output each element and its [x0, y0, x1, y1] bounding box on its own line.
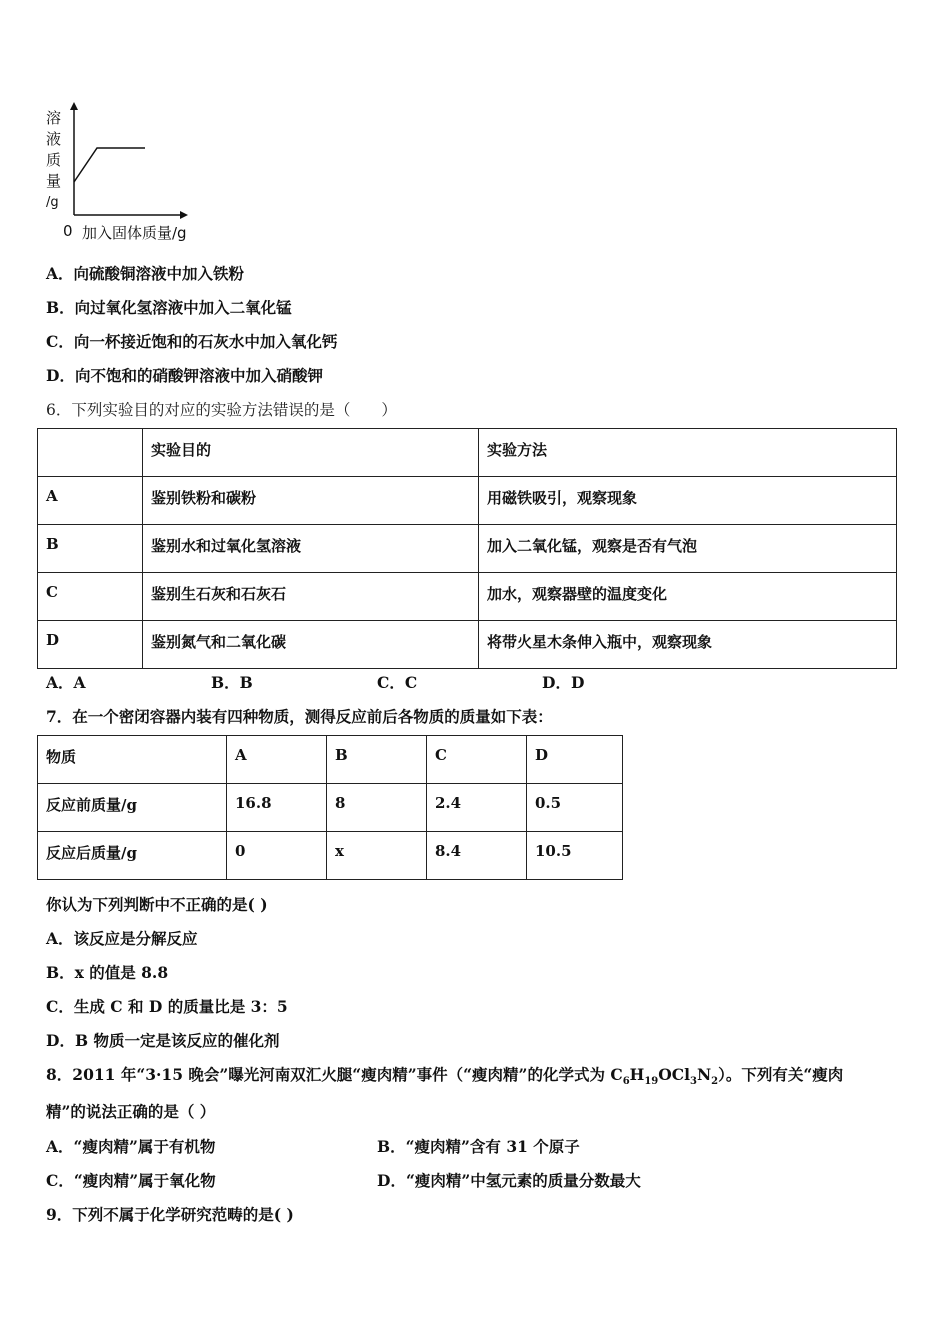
- table-row: [38, 573, 897, 621]
- formula-element: OCl: [658, 1065, 690, 1084]
- formula-element: N: [696, 1065, 712, 1084]
- table-cell: 用磁铁吸引，观察现象: [479, 477, 897, 525]
- y-label-char: /g: [46, 195, 59, 210]
- q8-stem-line2: 精”的说法正确的是（ ）: [46, 1102, 216, 1121]
- table-cell: x: [327, 832, 427, 880]
- graph-curve: [74, 148, 145, 182]
- formula-subscript: 6: [622, 1076, 630, 1088]
- option-letter: D．: [46, 366, 75, 385]
- table-cell: A: [38, 477, 143, 525]
- q7-stem: 7．在一个密闭容器内装有四种物质，测得反应前后各物质的质量如下表：: [46, 707, 553, 726]
- graph-origin: 0: [63, 222, 73, 240]
- table-cell: 10.5: [527, 832, 623, 880]
- table-cell: 物质: [38, 736, 227, 784]
- graph-x-label: 加入固体质量/g: [82, 224, 187, 242]
- q7-question: 你认为下列判断中不正确的是( ): [46, 895, 268, 914]
- table-cell: 将带火星木条伸入瓶中，观察现象: [479, 621, 897, 669]
- table-cell: B: [327, 736, 427, 784]
- q6-option-c[interactable]: C．C: [377, 673, 418, 692]
- q6-table: [37, 428, 897, 669]
- q8-stem-line1: [46, 1063, 843, 1087]
- y-label-char: 量: [46, 172, 62, 190]
- q6-option-a[interactable]: A．A: [46, 673, 86, 692]
- graph: [40, 100, 240, 250]
- table-header-row: [38, 736, 623, 784]
- q8-option-c[interactable]: C．“瘦肉精”属于氧化物: [46, 1171, 216, 1190]
- option-text: 向一杯接近饱和的石灰水中加入氧化钙: [73, 332, 338, 351]
- table-cell: 加入二氧化锰，观察是否有气泡: [479, 525, 897, 573]
- q5-option-b[interactable]: [46, 296, 292, 318]
- option-text: 向过氧化氢溶液中加入二氧化锰: [74, 298, 292, 317]
- table-cell: 反应前质量/g: [38, 784, 227, 832]
- table-row: [38, 525, 897, 573]
- table-cell: 鉴别氮气和二氧化碳: [143, 621, 479, 669]
- table-row: [38, 784, 623, 832]
- q6-stem: 6．下列实验目的对应的实验方法错误的是（ ）: [46, 401, 397, 419]
- option-text: 向不饱和的硝酸钾溶液中加入硝酸钾: [74, 366, 323, 385]
- table-cell: 8.4: [427, 832, 527, 880]
- q7-option-d[interactable]: D．B 物质一定是该反应的催化剂: [46, 1031, 280, 1050]
- table-cell: 实验方法: [479, 429, 897, 477]
- q6-option-d[interactable]: D．D: [542, 673, 585, 692]
- table-cell: C: [427, 736, 527, 784]
- q8-stem-text: ）。下列有关“瘦肉: [718, 1065, 844, 1084]
- q9-stem: 9．下列不属于化学研究范畴的是( ): [46, 1205, 294, 1224]
- table-cell: 0.5: [527, 784, 623, 832]
- q5-option-a[interactable]: [46, 262, 244, 284]
- table-cell: 加水，观察器壁的温度变化: [479, 573, 897, 621]
- q8-stem-text: 8．2011 年“3·15 晚会”曝光河南双汇火腿“瘦肉精”事件（“瘦肉精”的化学式为 C: [46, 1065, 623, 1084]
- table-cell: 8: [327, 784, 427, 832]
- q5-option-c[interactable]: [46, 330, 337, 352]
- table-cell: D: [527, 736, 623, 784]
- q5-option-d[interactable]: [46, 364, 323, 386]
- table-cell: 鉴别水和过氧化氢溶液: [143, 525, 479, 573]
- table-row: [38, 477, 897, 525]
- y-label-char: 液: [46, 130, 62, 148]
- q8-option-b[interactable]: B．“瘦肉精”含有 31 个原子: [377, 1137, 580, 1156]
- table-cell: [38, 429, 143, 477]
- table-row: [38, 832, 623, 880]
- formula-subscript: 19: [644, 1076, 659, 1088]
- table-cell: C: [38, 573, 143, 621]
- table-cell: 实验目的: [143, 429, 479, 477]
- y-label-char: 质: [46, 151, 62, 169]
- option-text: 向硫酸铜溶液中加入铁粉: [73, 264, 245, 283]
- q6-option-b[interactable]: B．B: [211, 673, 253, 692]
- option-letter: B．: [46, 298, 75, 317]
- option-letter: A．: [46, 264, 74, 283]
- table-cell: 反应后质量/g: [38, 832, 227, 880]
- table-cell: D: [38, 621, 143, 669]
- formula-subscript: 2: [711, 1076, 719, 1088]
- table-cell: 鉴别生石灰和石灰石: [143, 573, 479, 621]
- table-cell: 鉴别铁粉和碳粉: [143, 477, 479, 525]
- q7-option-c[interactable]: C．生成 C 和 D 的质量比是 3：5: [46, 997, 288, 1016]
- formula-subscript: 3: [689, 1076, 697, 1088]
- table-header-row: [38, 429, 897, 477]
- table-cell: B: [38, 525, 143, 573]
- q7-option-b[interactable]: B．x 的值是 8.8: [46, 963, 169, 982]
- table-cell: 2.4: [427, 784, 527, 832]
- table-cell: 16.8: [227, 784, 327, 832]
- formula-element: H: [629, 1065, 645, 1084]
- table-cell: 0: [227, 832, 327, 880]
- table-row: [38, 621, 897, 669]
- y-label-char: 溶: [46, 109, 62, 127]
- option-letter: C．: [46, 332, 74, 351]
- q8-option-a[interactable]: A．“瘦肉精”属于有机物: [46, 1137, 216, 1156]
- q8-option-d[interactable]: D．“瘦肉精”中氢元素的质量分数最大: [377, 1171, 641, 1190]
- table-cell: A: [227, 736, 327, 784]
- q7-table: [37, 735, 623, 880]
- q7-option-a[interactable]: A．该反应是分解反应: [46, 929, 198, 948]
